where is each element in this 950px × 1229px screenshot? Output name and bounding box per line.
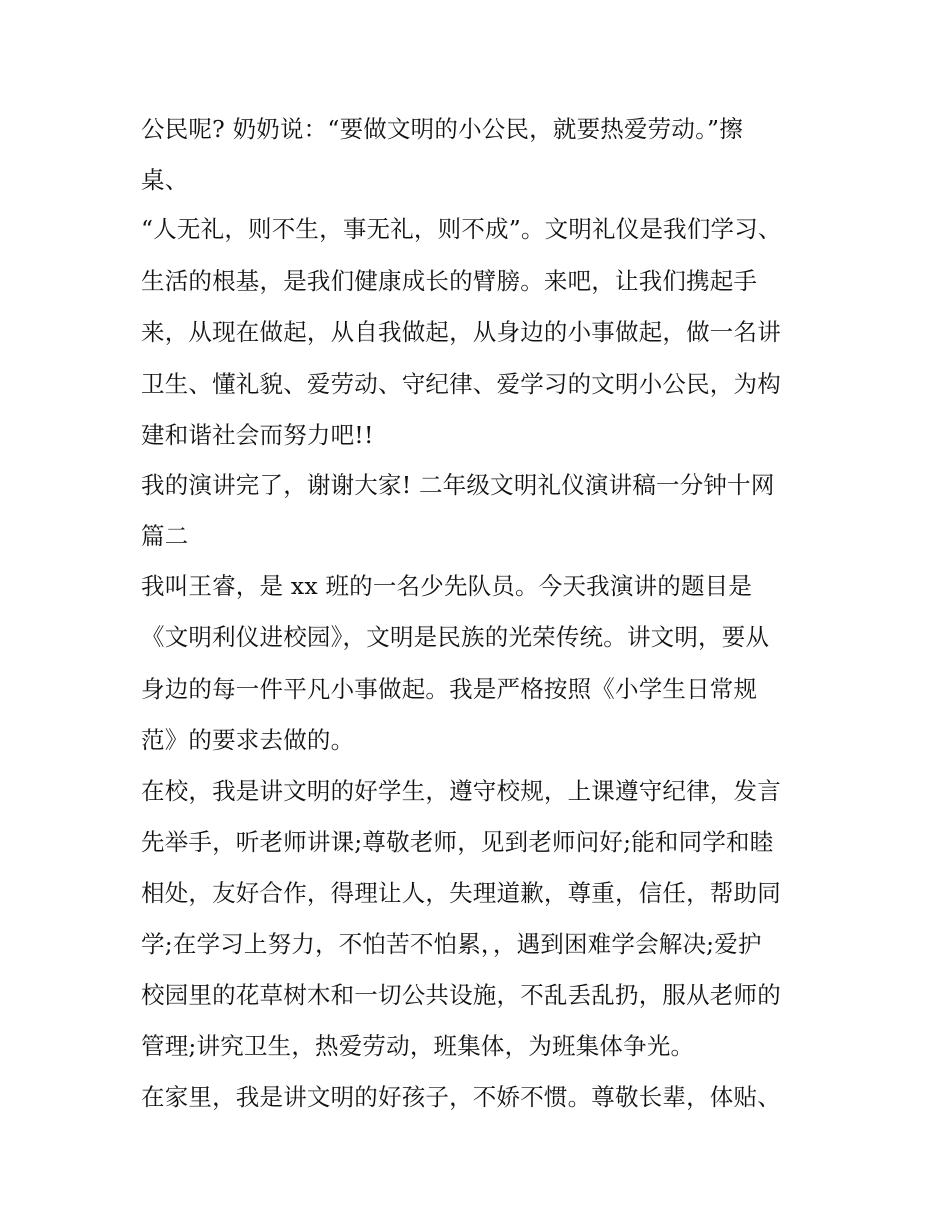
text-line: 在家里，我是讲文明的好孩子，不娇不惯。尊敬长辈，体贴、 [141,1083,781,1111]
text-line: 生活的根基，是我们健康成长的臂膀。来吧，让我们携起手 [141,267,758,295]
text-line: 卫生、懂礼貌、爱劳动、守纪律、爱学习的文明小公民，为构 [141,370,781,398]
text-line: 篇二 [141,522,189,550]
text-line: 管理;讲究卫生，热爱劳动，班集体，为班集体争光。 [141,1032,695,1060]
text-line: 我的演讲完了，谢谢大家! 二年级文明礼仪演讲稿一分钟十网 [141,471,775,499]
text-line: 范》的要求去做的。 [141,726,355,754]
text-line: 身边的每一件平凡小事做起。我是严格按照《小学生日常规 [141,675,758,703]
text-line: 校园里的花草树木和一切公共设施，不乱丢乱扔，服从老师的 [141,981,781,1009]
text-line: 桌、 [141,166,189,194]
text-line: 先举手，听老师讲课;尊敬老师，见到老师问好;能和同学和睦 [141,828,774,856]
text-line: 《文明利仪进校园》，文明是民族的光荣传统。讲文明，要从 [141,623,770,651]
text-line: “人无礼，则不生，事无礼，则不成”。文明礼仪是我们学习、 [141,215,782,243]
text-line: 相处，友好合作，得理让人，失理道歉，尊重，信任，帮助同 [141,879,781,907]
text-line: 公民呢? 奶奶说：“要做文明的小公民，就要热爱劳动。”擦 [141,115,743,143]
text-line: 建和谐社会而努力吧!! [141,421,374,449]
text-line: 来，从现在做起，从自我做起，从身边的小事做起，做一名讲 [141,318,781,346]
text-line: 我叫王睿，是 xx 班的一名少先队员。今天我演讲的题目是 [141,572,753,600]
text-line: 在校，我是讲文明的好学生，遵守校规，上课遵守纪律，发言 [141,777,781,805]
text-line: 学;在学习上努力，不怕苦不怕累，，遇到困难学会解决;爱护 [141,930,762,958]
